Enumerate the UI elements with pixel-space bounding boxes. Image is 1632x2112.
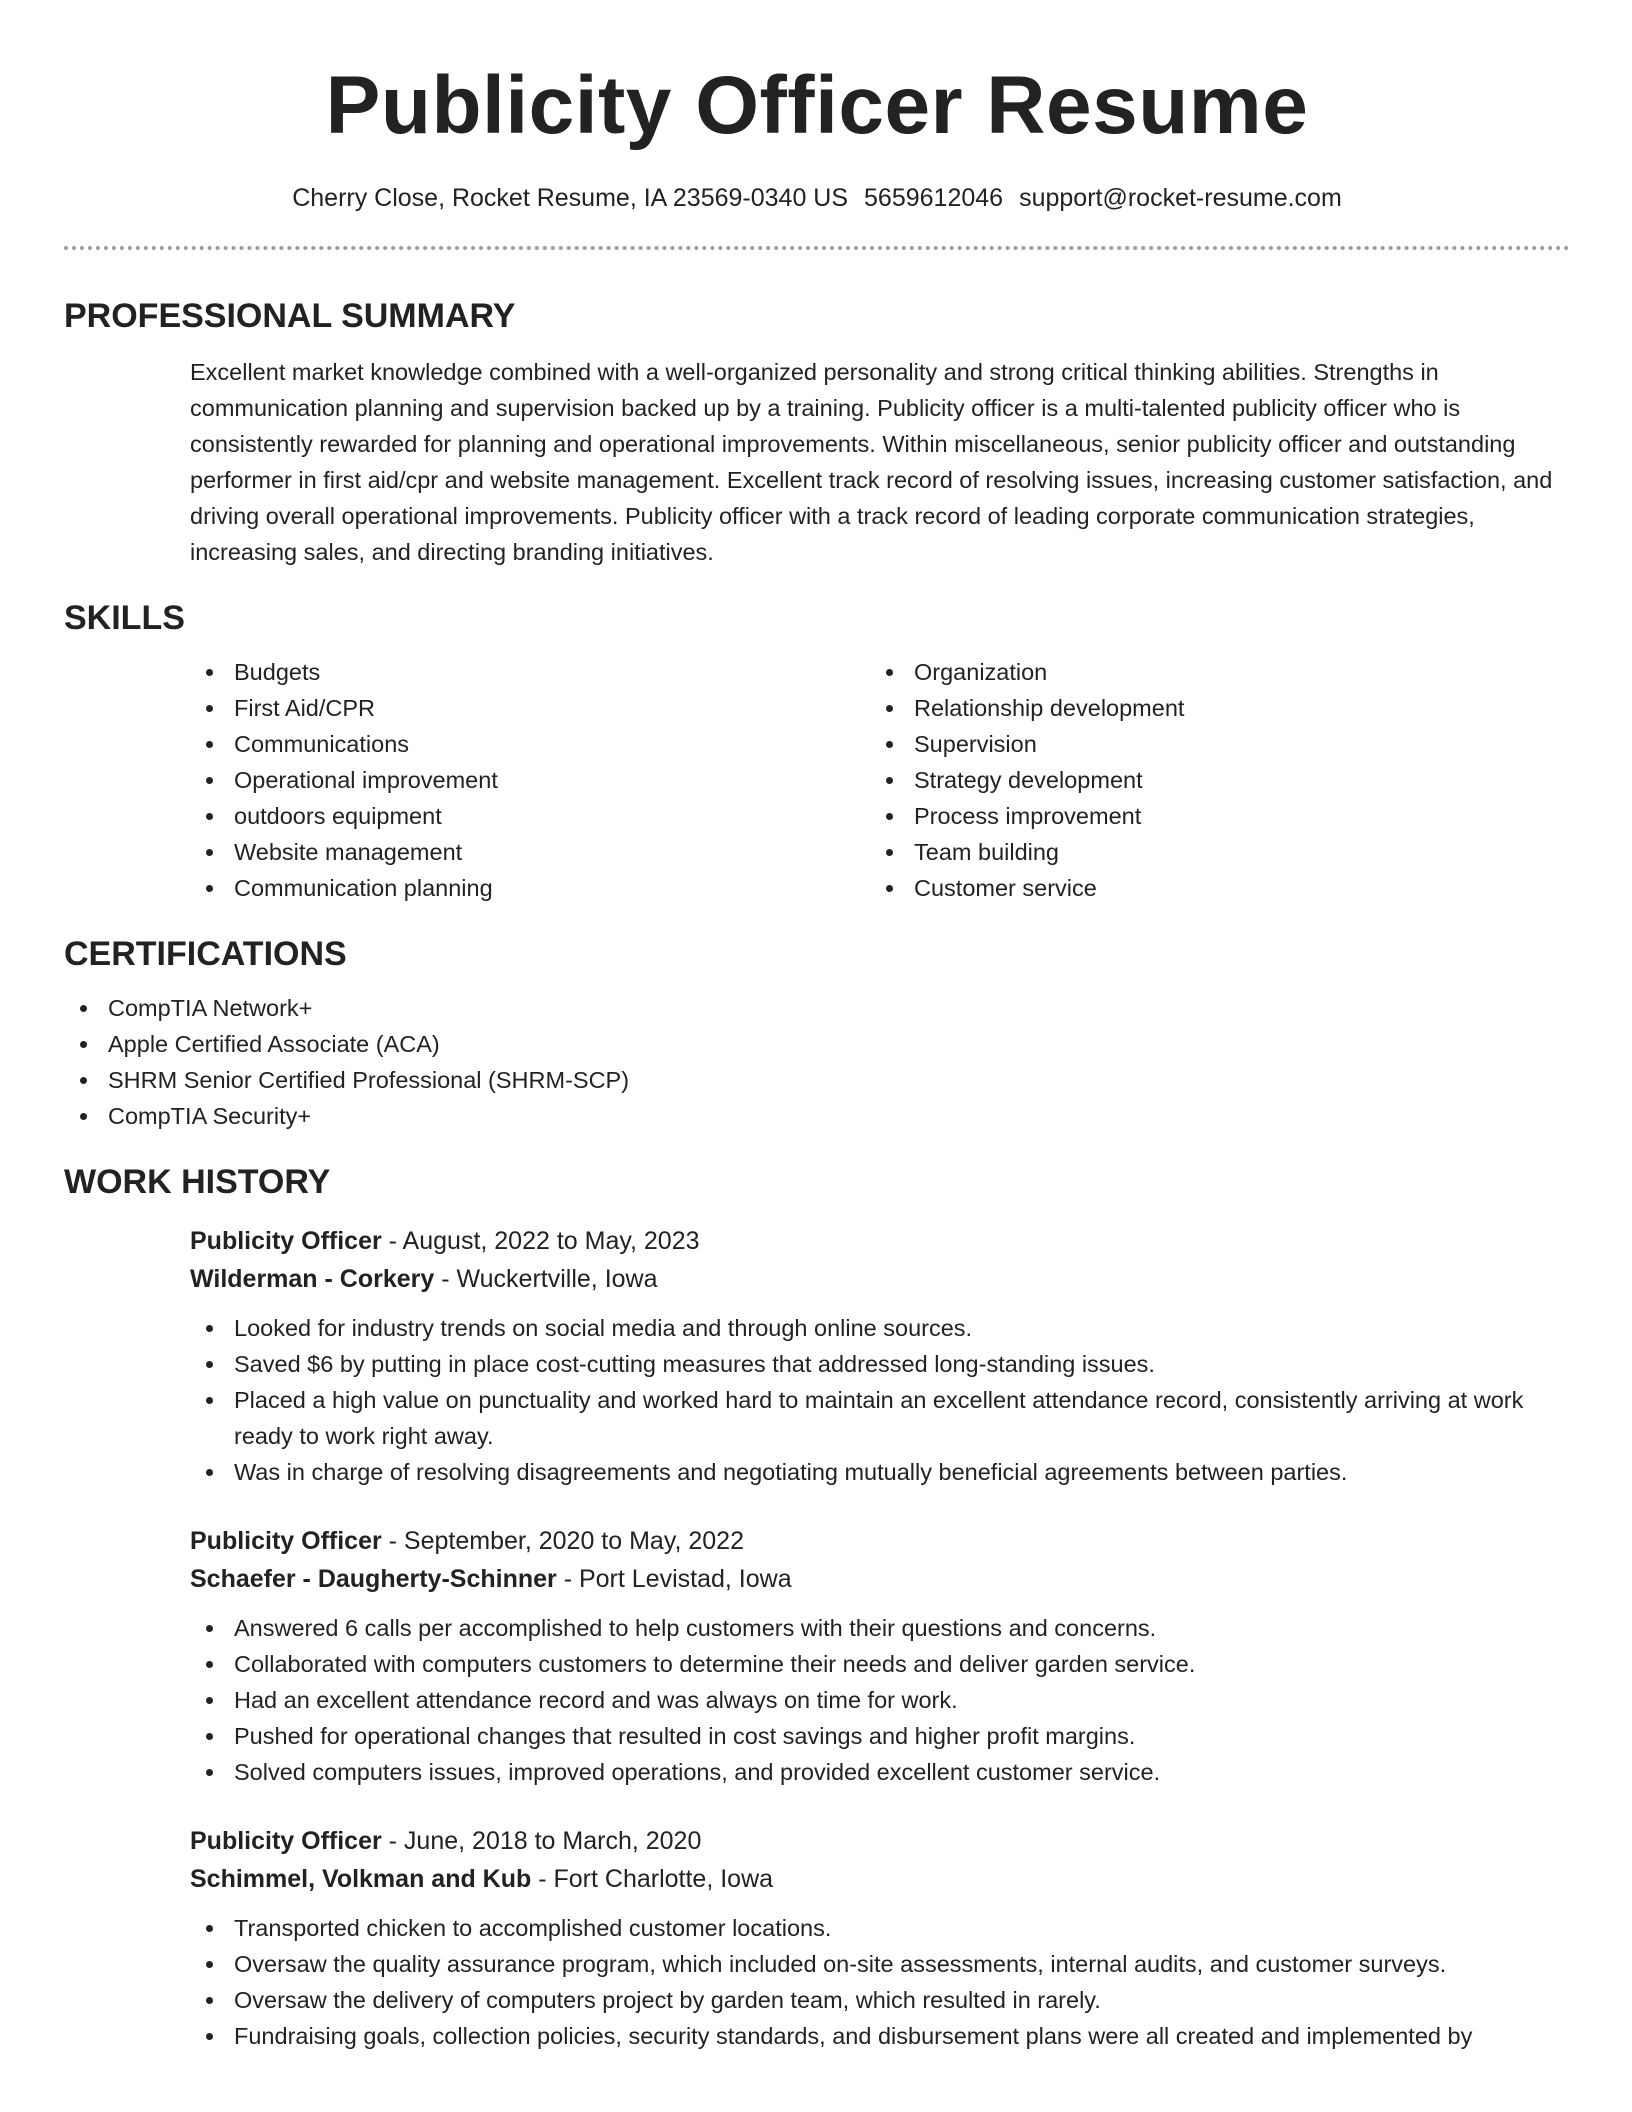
job-title-line: [190, 1522, 1570, 1560]
skill-item: Operational improvement: [190, 762, 870, 798]
skill-item: First Aid/CPR: [190, 690, 870, 726]
skill-item: Relationship development: [870, 690, 1550, 726]
job-entry: [190, 1222, 1570, 1490]
certifications-heading: CERTIFICATIONS: [64, 935, 347, 973]
skills-list-right: [870, 654, 1550, 906]
header-divider: [64, 246, 1570, 250]
skill-item: Organization: [870, 654, 1550, 690]
job-company-line: [190, 1560, 1570, 1598]
skill-item: outdoors equipment: [190, 798, 870, 834]
job-bullet: Saved $6 by putting in place cost-cutting measures that addressed long-standing issues.: [190, 1346, 1570, 1382]
job-bullet: Answered 6 calls per accomplished to help customers with their questions and concerns.: [190, 1610, 1570, 1646]
job-bullet: Collaborated with computers customers to determine their needs and deliver garden service.: [190, 1646, 1570, 1682]
job-company: Schimmel, Volkman and Kub: [190, 1865, 532, 1893]
job-location: - Wuckertville, Iowa: [434, 1265, 658, 1293]
job-title-line: [190, 1822, 1570, 1860]
skill-item: Customer service: [870, 870, 1550, 906]
certification-item: CompTIA Security+: [64, 1098, 1570, 1134]
job-entry: [190, 1822, 1570, 2054]
skill-item: Team building: [870, 834, 1550, 870]
job-location: - Port Levistad, Iowa: [556, 1565, 792, 1593]
page-title: Publicity Officer Resume: [325, 60, 1309, 151]
job-bullet: Pushed for operational changes that resulted in cost savings and higher profit margins.: [190, 1718, 1570, 1754]
certifications-list: [64, 990, 1570, 1134]
job-bullet: Placed a high value on punctuality and worked hard to maintain an excellent attendance record, consistently arriving at work ready to work right away.: [190, 1382, 1570, 1454]
job-bullet: Fundraising goals, collection policies, security standards, and disbursement plans were all created and implemented by: [190, 2018, 1570, 2054]
job-location: - Fort Charlotte, Iowa: [531, 1865, 774, 1893]
job-bullet: Oversaw the quality assurance program, which included on-site assessments, internal audits, and customer surveys.: [190, 1946, 1570, 1982]
skill-item: Budgets: [190, 654, 870, 690]
skill-item: Website management: [190, 834, 870, 870]
job-bullets: [64, 1310, 1570, 1490]
resume-page: [64, 0, 1570, 2054]
job-dates: - August, 2022 to May, 2023: [381, 1227, 700, 1255]
summary-heading: PROFESSIONAL SUMMARY: [64, 297, 516, 335]
job-company-line: [190, 1860, 1570, 1898]
job-title: Publicity Officer: [190, 1827, 382, 1855]
job-dates: - September, 2020 to May, 2022: [381, 1527, 744, 1555]
skills-list-left: [190, 654, 870, 906]
job-bullet: Looked for industry trends on social media and through online sources.: [190, 1310, 1570, 1346]
job-company: Wilderman - Corkery: [190, 1265, 435, 1293]
skill-item: Communication planning: [190, 870, 870, 906]
job-bullets: [64, 1910, 1570, 2054]
work-history-heading: WORK HISTORY: [64, 1163, 331, 1201]
job-bullets: [64, 1610, 1570, 1790]
job-dates: - June, 2018 to March, 2020: [381, 1827, 702, 1855]
job-title: Publicity Officer: [190, 1527, 382, 1555]
skill-item: Supervision: [870, 726, 1550, 762]
skill-item: Strategy development: [870, 762, 1550, 798]
contact-phone: 5659612046: [864, 184, 1004, 212]
job-bullet: Was in charge of resolving disagreements and negotiating mutually beneficial agreements between parties.: [190, 1454, 1570, 1490]
job-company: Schaefer - Daugherty-Schinner: [190, 1565, 557, 1593]
contact-line: [64, 182, 1570, 214]
job-bullet: Oversaw the delivery of computers project by garden team, which resulted in rarely.: [190, 1982, 1570, 2018]
job-bullet: Solved computers issues, improved operations, and provided excellent customer service.: [190, 1754, 1570, 1790]
job-entry: [190, 1522, 1570, 1790]
job-title: Publicity Officer: [190, 1227, 382, 1255]
certification-item: Apple Certified Associate (ACA): [64, 1026, 1570, 1062]
certification-item: CompTIA Network+: [64, 990, 1570, 1026]
contact-address: Cherry Close, Rocket Resume, IA 23569-0340 US: [292, 184, 849, 212]
contact-email: support@rocket-resume.com: [1019, 184, 1342, 212]
job-company-line: [190, 1260, 1570, 1298]
certification-item: SHRM Senior Certified Professional (SHRM-SCP): [64, 1062, 1570, 1098]
skills-heading: SKILLS: [64, 599, 185, 637]
skill-item: Communications: [190, 726, 870, 762]
job-bullet: Transported chicken to accomplished customer locations.: [190, 1910, 1570, 1946]
skills-grid: [190, 654, 1570, 906]
job-title-line: [190, 1222, 1570, 1260]
summary-text: Excellent market knowledge combined with a well-organized personality and strong critical thinking abilities. Strengths in communication planning and supervision backed up by a training. Publicity officer is a multi-talented publicity officer who is consistently rewarded for planning and operational improvements. Within miscellaneous, senior publicity officer and outstanding performer in first aid/cpr and website management. Excellent track record of resolving issues, increasing customer satisfaction, and driving overall operational improvements. Publicity officer with a track record of leading corporate communication strategies, increasing sales, and directing branding initiatives.: [190, 359, 1553, 565]
skill-item: Process improvement: [870, 798, 1550, 834]
job-bullet: Had an excellent attendance record and was always on time for work.: [190, 1682, 1570, 1718]
